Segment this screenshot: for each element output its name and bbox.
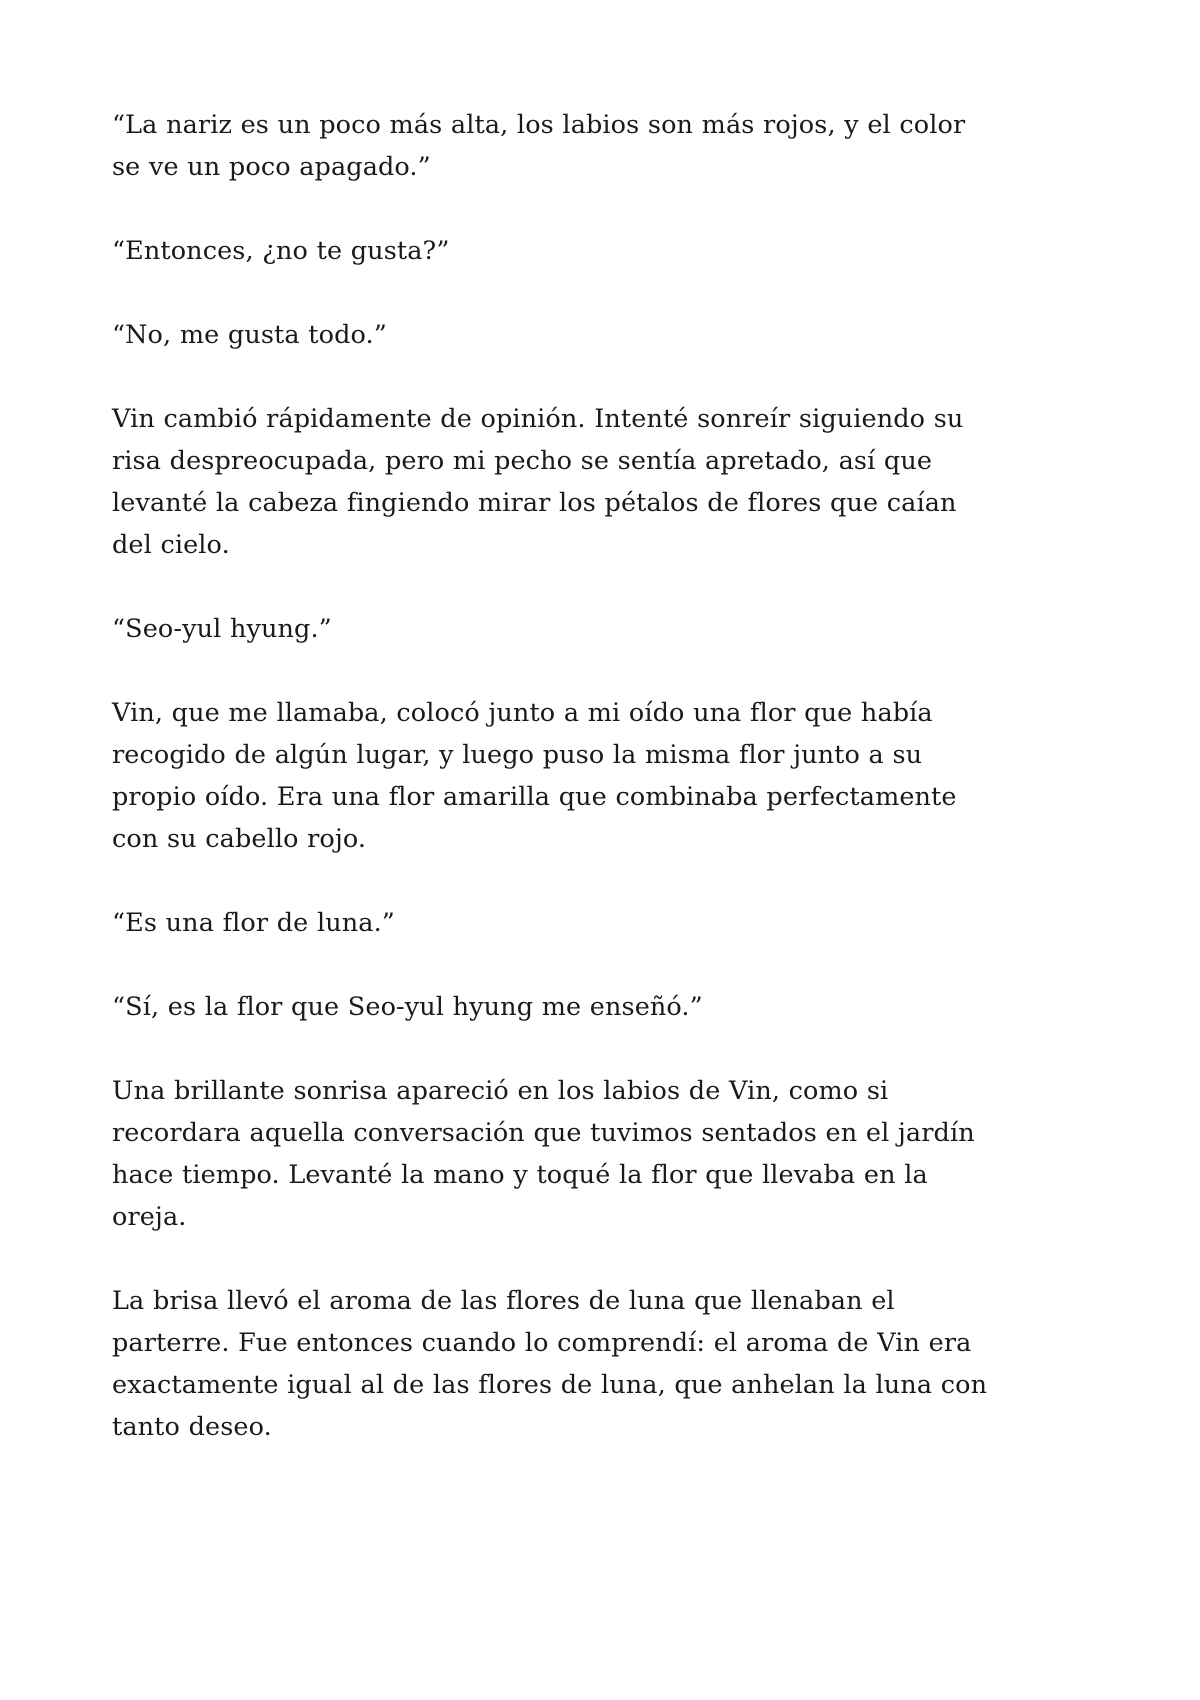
paragraph: “Sí, es la flor que Seo-yul hyung me enseñó.” — [112, 992, 703, 1022]
paragraph: “La nariz es un poco más alta, los labios son más rojos, y el color se ve un poco apagado.” — [112, 110, 966, 182]
text-column — [112, 104, 998, 1448]
paragraph: Vin, que me llamaba, colocó junto a mi oído una flor que había recogido de algún lugar, y luego puso la misma flor junto a su propio oído. Era una flor amarilla que combinaba perfectamente con su cabello rojo. — [112, 698, 957, 854]
paragraph: Vin cambió rápidamente de opinión. Intenté sonreír siguiendo su risa despreocupada, pero mi pecho se sentía apretado, así que levanté la cabeza fingiendo mirar los pétalos de flores que caían del cielo. — [112, 404, 964, 560]
paragraph: “No, me gusta todo.” — [112, 320, 387, 350]
paragraph: “Entonces, ¿no te gusta?” — [112, 236, 450, 266]
paragraph: Una brillante sonrisa apareció en los labios de Vin, como si recordara aquella conversación que tuvimos sentados en el jardín hace tiempo. Levanté la mano y toqué la flor que llevaba en la oreja. — [112, 1076, 975, 1232]
paragraph: “Seo-yul hyung.” — [112, 614, 332, 644]
paragraph: “Es una flor de luna.” — [112, 908, 395, 938]
paragraph: La brisa llevó el aroma de las flores de luna que llenaban el parterre. Fue entonces cuando lo comprendí: el aroma de Vin era exactamente igual al de las flores de luna, que anhelan la luna con tanto deseo. — [112, 1286, 988, 1442]
